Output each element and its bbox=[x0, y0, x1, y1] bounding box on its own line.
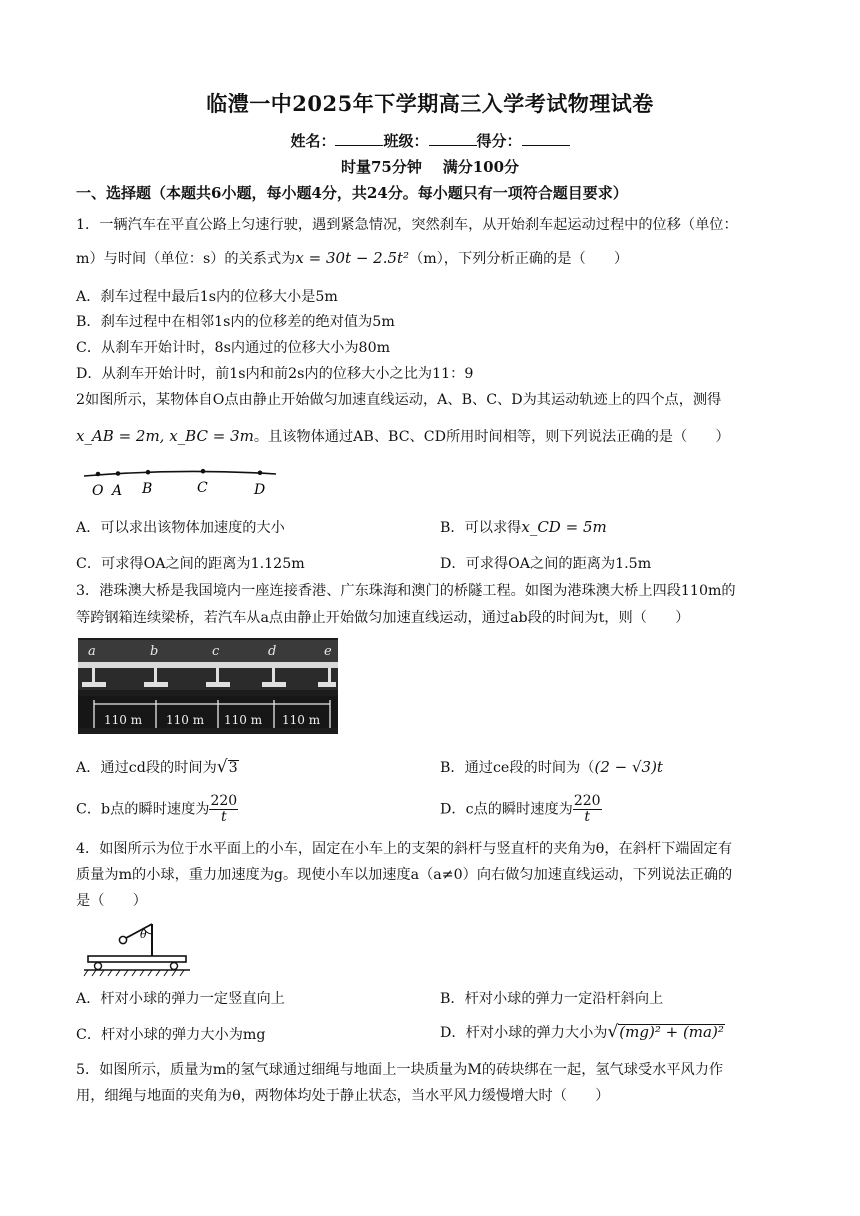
q2-label-c: C bbox=[197, 480, 208, 496]
fraction-denominator: t bbox=[221, 809, 227, 825]
q2-stem-line1: 2如图所示，某物体自O点由静止开始做匀加速直线运动，A、B、C、D为其运动轨迹上的四个点，测得 bbox=[76, 392, 722, 408]
section-heading: 一、选择题（本题共6小题，每小题4分，共24分。每小题只有一项符合题目要求） bbox=[76, 184, 628, 202]
q5-stem-line1: 5．如图所示，质量为m的氢气球通过细绳与地面上一块质量为M的砖块绑在一起，氢气球受水平风力作 bbox=[76, 1062, 724, 1078]
q4-option-d-formula: (mg)² + (ma)² bbox=[619, 1023, 724, 1041]
q4-option-d[interactable] bbox=[440, 1022, 725, 1042]
score-label: 得分： bbox=[476, 132, 522, 150]
q4-cart-figure bbox=[82, 914, 192, 978]
q5-stem-line2: 用，细绳与地面的夹角为θ，两物体均处于静止状态，当水平风力缓慢增大时（ ） bbox=[76, 1088, 610, 1104]
q3-bridge-photo bbox=[78, 638, 338, 734]
q2-option-a[interactable]: A．可以求出该物体加速度的大小 bbox=[76, 520, 285, 536]
q2-formula: x_AB = 2m, x_BC = 3m bbox=[76, 427, 254, 445]
q3-stem-line2: 等跨钢箱连续梁桥，若汽车从a点由静止开始做匀加速直线运动，通过ab段的时间为t，则（ ） bbox=[76, 610, 690, 626]
q2-label-d: D bbox=[254, 482, 266, 498]
class-blank[interactable] bbox=[429, 131, 477, 146]
exam-title: 临澧一中2025年下学期高三入学考试物理试卷 bbox=[206, 91, 654, 116]
q3-point-e: e bbox=[324, 644, 332, 659]
q1-stem-line2 bbox=[76, 248, 628, 268]
student-info-row bbox=[0, 130, 860, 151]
q1-option-a[interactable]: A．刹车过程中最后1s内的位移大小是5m bbox=[76, 289, 338, 305]
q2-option-b[interactable] bbox=[440, 517, 607, 537]
q2-label-o: O bbox=[92, 483, 104, 499]
q4-theta-label: θ bbox=[140, 928, 147, 941]
q3-span-4: 110 m bbox=[282, 713, 321, 727]
q4-stem-line3: 是（ ） bbox=[76, 893, 147, 909]
q2-option-b-formula: x_CD = 5m bbox=[521, 518, 607, 536]
q2-option-d[interactable]: D．可求得OA之间的距离为1.5m bbox=[440, 556, 652, 572]
q3-point-b: b bbox=[150, 644, 159, 659]
q3-stem-line1: 3．港珠澳大桥是我国境内一座连接香港、广东珠海和澳门的桥隧工程。如图为港珠澳大桥上四段110m的 bbox=[76, 583, 736, 599]
q3-option-b[interactable] bbox=[440, 757, 663, 777]
q1-stem-pre: m）与时间（单位：s）的关系式为 bbox=[76, 251, 296, 267]
q2-stem-line2 bbox=[76, 426, 730, 446]
q3-span-1: 110 m bbox=[104, 713, 143, 727]
q2-option-c[interactable]: C．可求得OA之间的距离为1.125m bbox=[76, 556, 305, 572]
sqrt-sign: √ bbox=[607, 1022, 619, 1042]
q1-stem-post: （m），下列分析正确的是（ ） bbox=[409, 251, 629, 267]
q3-option-b-value: (2 − √3)t bbox=[594, 758, 663, 776]
q3-option-b-text: B．通过ce段的时间为（ bbox=[440, 760, 595, 776]
fraction-numerator: 220 bbox=[573, 793, 601, 809]
q3-option-a[interactable] bbox=[76, 757, 239, 777]
fraction-denominator: t bbox=[584, 809, 591, 825]
q3-option-c[interactable] bbox=[76, 794, 238, 825]
exam-meta bbox=[0, 156, 860, 177]
q3-point-a: a bbox=[88, 644, 96, 659]
score-blank[interactable] bbox=[522, 131, 570, 146]
q3-option-d[interactable] bbox=[440, 794, 602, 825]
q2-option-b-text: B．可以求得 bbox=[440, 520, 522, 536]
exam-duration: 时量75分钟 bbox=[340, 158, 422, 176]
q3-span-3: 110 m bbox=[224, 713, 263, 727]
q2-track-figure bbox=[80, 464, 280, 500]
q4-stem-line1: 4．如图所示为位于水平面上的小车，固定在小车上的支架的斜杆与竖直杆的夹角为θ，在斜杆下端固定有 bbox=[76, 841, 733, 857]
q3-option-a-text: A．通过cd段的时间为 bbox=[76, 760, 217, 776]
q3-point-c: c bbox=[212, 644, 220, 659]
name-blank[interactable] bbox=[335, 131, 383, 146]
sqrt-sign: √ bbox=[216, 757, 228, 777]
q2-stem-post: 。且该物体通过AB、BC、CD所用时间相等，则下列说法正确的是（ ） bbox=[253, 429, 730, 445]
exam-full-score: 满分100分 bbox=[442, 158, 520, 176]
q3-option-d-fraction bbox=[573, 794, 602, 825]
q3-option-c-fraction bbox=[209, 794, 238, 825]
name-label: 姓名： bbox=[290, 132, 336, 150]
q4-option-d-text: D．杆对小球的弹力大小为 bbox=[440, 1025, 608, 1041]
q2-label-a: A bbox=[112, 483, 123, 499]
q4-option-b[interactable]: B．杆对小球的弹力一定沿杆斜向上 bbox=[440, 991, 664, 1007]
q1-option-d[interactable]: D．从刹车开始计时，前1s内和前2s内的位移大小之比为11：9 bbox=[76, 366, 474, 382]
q3-point-d: d bbox=[268, 644, 277, 659]
q1-formula: x = 30t − 2.5t² bbox=[295, 249, 410, 267]
q4-option-a[interactable]: A．杆对小球的弹力一定竖直向上 bbox=[76, 991, 285, 1007]
q1-option-c[interactable]: C．从刹车开始计时，8s内通过的位移大小为80m bbox=[76, 340, 391, 356]
class-label: 班级： bbox=[383, 132, 429, 150]
q3-option-a-value: 3 bbox=[228, 760, 238, 776]
q1-stem-line1: 1．一辆汽车在平直公路上匀速行驶，遇到紧急情况，突然刹车，从开始刹车起运动过程中的位移（单位： bbox=[76, 217, 738, 233]
q3-option-d-text: D．c点的瞬时速度为 bbox=[440, 801, 573, 818]
q4-stem-line2: 质量为m的小球，重力加速度为g。现使小车以加速度a（a≠0）向右做匀加速直线运动，下列说法正确的 bbox=[76, 867, 733, 883]
fraction-numerator: 220 bbox=[210, 793, 238, 809]
q4-option-c[interactable]: C．杆对小球的弹力大小为mg bbox=[76, 1027, 266, 1043]
q1-option-b[interactable]: B．刹车过程中在相邻1s内的位移差的绝对值为5m bbox=[76, 314, 395, 330]
q3-span-2: 110 m bbox=[166, 713, 205, 727]
q2-label-b: B bbox=[142, 481, 153, 497]
q3-option-c-text: C．b点的瞬时速度为 bbox=[76, 801, 210, 818]
